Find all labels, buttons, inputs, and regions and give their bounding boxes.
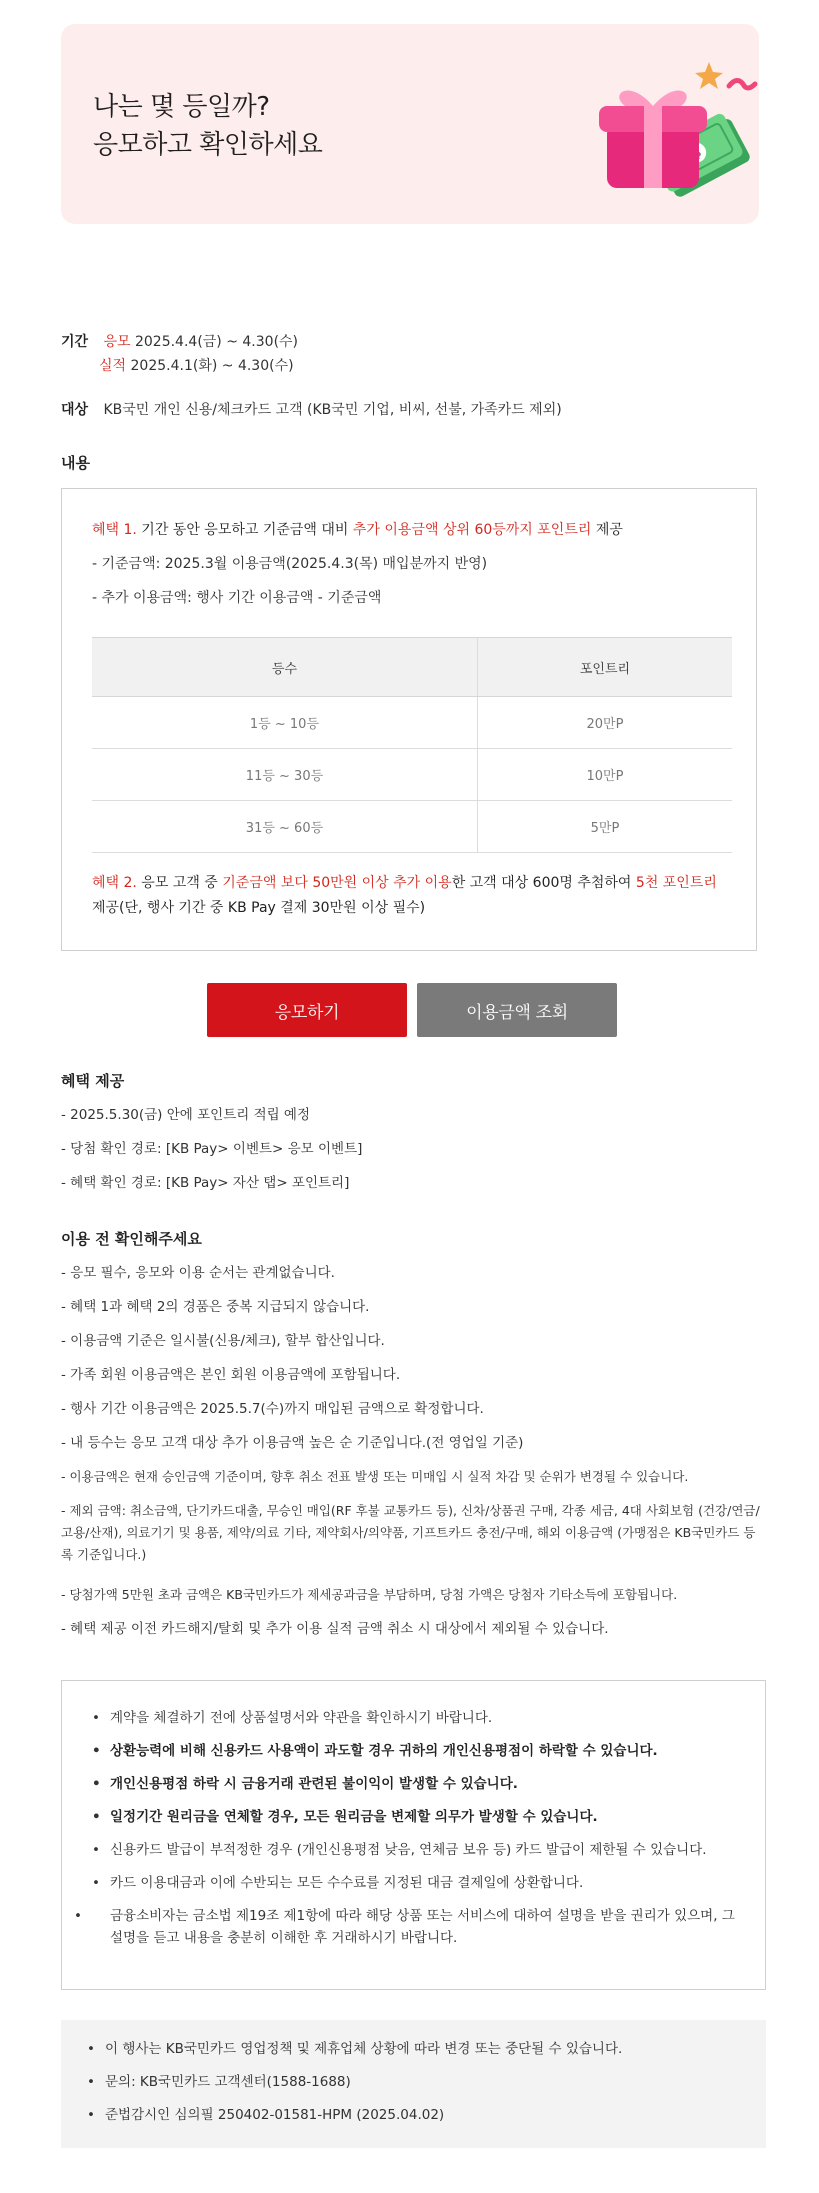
gift-money-icon [589,38,759,224]
list-item: - 이용금액 기준은 일시불(신용/체크), 할부 합산입니다. [61,1333,385,1349]
benefit1-line [92,519,623,541]
footer-info [61,2020,766,2148]
notice-text: 상환능력에 비해 신용카드 사용액이 과도할 경우 귀하의 개인신용평점이 하락할 수 있습니다. [110,1743,658,1759]
list-item [92,1773,732,1795]
rank-table-header [92,638,732,697]
benefit2-highlight-1: 기준금액 보다 50만원 이상 추가 이용 [222,875,452,891]
table-row [92,749,732,801]
list-item: - 혜택 제공 이전 카드해지/탈회 및 추가 이용 실적 금액 취소 시 대상에서 제외될 수 있습니다. [61,1621,609,1637]
benefit1-note-1: - 기준금액: 2025.3월 이용금액(2025.4.3(목) 매입분까지 반영) [92,556,488,572]
list-item: - 당첨가액 5만원 초과 금액은 KB국민카드가 제세공과금을 부담하며, 당첨 가액은 당첨자 기타소득에 포함됩니다. [61,1587,678,1602]
hero-title-line2: 응모하고 확인하세요 [93,130,323,160]
list-item: - 가족 회원 이용금액은 본인 회원 이용금액에 포함됩니다. [61,1367,401,1383]
benefit2-line1 [92,872,717,894]
usage-period-value: 2025.4.1(화) ~ 4.30(수) [130,358,294,374]
usage-period-row [99,354,294,378]
benefit2-highlight-2: 5천 포인트리 [635,875,717,891]
footer-text: 이 행사는 KB국민카드 영업정책 및 제휴업체 상황에 따라 변경 또는 중단될 수 있습니다. [105,2041,623,2057]
list-item [92,1839,732,1861]
target-value: KB국민 개인 신용/체크카드 고객 (KB국민 기업, 비씨, 선불, 가족카드 제외) [103,402,562,418]
bullet-icon: • [87,2041,95,2057]
hero-title [93,88,322,164]
list-item: - 제외 금액: 취소금액, 단기카드대출, 무승인 매입(RF 후불 교통카드 등), 신차/상품권 구매, 각종 세금, 4대 사회보험 (건강/연금/고용/산재), 의료기기 및 용품, 제약/의료 기타, 제약회사/의약품, 기프트카드 충전/구매, 해외 이용금액 (가맹점은 KB국민카드 등록 기준입니다.) [61,1503,760,1562]
list-item: - 행사 기간 이용금액은 2025.5.7(수)까지 매입된 금액으로 확정합니다. [61,1401,484,1417]
points-cell: 10만P [477,749,732,801]
footer-text: 준법감시인 심의필 250402-01581-HPM (2025.04.02) [105,2107,445,2123]
usage-period-label: 실적 [99,358,127,374]
period-label: 기간 [61,334,89,350]
list-item: - 혜택 1과 혜택 2의 경품은 중복 지급되지 않습니다. [61,1299,370,1315]
list-item [92,1740,732,1762]
bullet-icon: • [92,1875,100,1891]
benefit1-prefix: 혜택 1. [92,522,137,538]
list-item: - 혜택 확인 경로: [KB Pay> 자산 탭> 포인트리] [61,1175,350,1191]
list-item: - 응모 필수, 응모와 이용 순서는 관계없습니다. [61,1265,335,1281]
list-item: - 2025.5.30(금) 안에 포인트리 적립 예정 [61,1107,311,1123]
bullet-icon: • [74,1908,82,1924]
rank-header-points: 포인트리 [477,638,732,697]
target-label: 대상 [61,402,89,418]
hero-title-line1: 나는 몇 등일까? [93,92,270,122]
benefit1-text-a: 기간 동안 응모하고 기준금액 대비 [136,522,353,538]
bullet-icon: • [92,1809,101,1825]
rank-cell: 11등 ~ 30등 [92,749,477,801]
list-item: - 내 등수는 응모 고객 대상 추가 이용금액 높은 순 기준입니다.(전 영업일 기준) [61,1435,524,1451]
notice-text: 계약을 체결하기 전에 상품설명서와 약관을 확인하시기 바랍니다. [110,1710,493,1726]
bullet-icon: • [92,1710,100,1726]
bullet-icon: • [92,1842,100,1858]
benefit2-line2: 제공(단, 행사 기간 중 KB Pay 결제 30만원 이상 필수) [92,900,426,916]
check-amount-button[interactable]: 이용금액 조회 [417,983,617,1037]
precautions-title: 이용 전 확인해주세요 [61,1230,202,1248]
rank-table [92,637,732,853]
points-cell: 5만P [477,801,732,853]
benefit1-note-2: - 추가 이용금액: 행사 기간 이용금액 - 기준금액 [92,590,382,606]
content-title: 내용 [61,454,90,472]
bullet-icon: • [87,2107,95,2123]
list-item [74,1905,750,1949]
rank-cell: 31등 ~ 60등 [92,801,477,853]
apply-period-value: 2025.4.4(금) ~ 4.30(수) [134,334,299,350]
period-row [61,330,298,354]
list-item [92,1872,732,1894]
notice-text: 일정기간 원리금을 연체할 경우, 모든 원리금을 변제할 의무가 발생할 수 있습니다. [110,1809,598,1825]
apply-period-label: 응모 [103,334,131,350]
notice-text: 신용카드 발급이 부적정한 경우 (개인신용평점 낮음, 연체금 보유 등) 카드 발급이 제한될 수 있습니다. [110,1842,707,1858]
notice-text: 개인신용평점 하락 시 금융거래 관련된 불이익이 발생할 수 있습니다. [110,1776,518,1792]
notice-text: 카드 이용대금과 이에 수반되는 모든 수수료를 지정된 대금 결제일에 상환합니다. [110,1875,584,1891]
table-row [92,801,732,853]
list-item [92,1707,732,1729]
list-item [92,1806,732,1828]
bullet-icon: • [92,1776,101,1792]
list-item [87,2038,622,2060]
points-cell: 20만P [477,697,732,749]
table-row [92,697,732,749]
list-item [87,2071,351,2093]
benefit1-text-b: 제공 [591,522,623,538]
rank-header-rank: 등수 [92,638,477,697]
apply-button[interactable]: 응모하기 [207,983,407,1037]
bullet-icon: • [87,2074,95,2090]
target-row [61,398,562,422]
list-item: - 이용금액은 현재 승인금액 기준이며, 향후 취소 전표 발생 또는 미매입 시 실적 차감 및 순위가 변경될 수 있습니다. [61,1469,689,1484]
notice-text: 금융소비자는 금소법 제19조 제1항에 따라 해당 상품 또는 서비스에 대하여 설명을 받을 권리가 있으며, 그 설명을 듣고 내용을 충분히 이해한 후 거래하시기 바랍니다. [110,1908,735,1946]
legal-notice-box [61,1680,766,1990]
benefit1-highlight: 추가 이용금액 상위 60등까지 포인트리 [352,522,592,538]
hero-banner [61,24,759,224]
list-item: - 당첨 확인 경로: [KB Pay> 이벤트> 응모 이벤트] [61,1141,363,1157]
list-item [87,2104,444,2126]
benefit2-prefix: 혜택 2. [92,875,137,891]
benefit-provision-title: 혜택 제공 [61,1072,125,1090]
benefit2-text-b: 한 고객 대상 600명 추첨하여 [451,875,636,891]
rank-cell: 1등 ~ 10등 [92,697,477,749]
bullet-icon: • [92,1743,101,1759]
content-box [61,488,757,951]
benefit2-text-a: 응모 고객 중 [136,875,223,891]
footer-text: 문의: KB국민카드 고객센터(1588-1688) [105,2074,351,2090]
